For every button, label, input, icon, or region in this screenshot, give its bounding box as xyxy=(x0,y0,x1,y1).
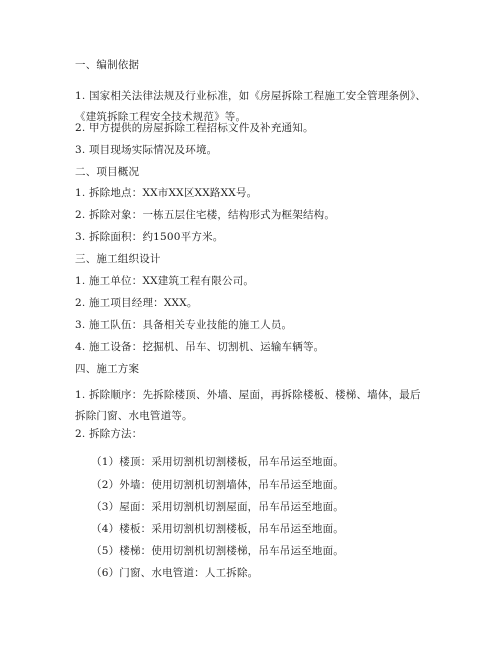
section-heading-basis: 一、编制依据 xyxy=(75,59,140,71)
plan-subitem-2: （2）外墙：使用切割机切割墙体，吊车吊运至地面。 xyxy=(91,479,344,491)
section-heading-organization: 三、施工组织设计 xyxy=(75,253,161,265)
plan-subitem-5: （5）楼梯：使用切割机切割楼梯，吊车吊运至地面。 xyxy=(91,545,344,557)
overview-item-1: 1. 拆除地点：XX市XX区XX路XX号。 xyxy=(75,187,258,199)
basis-item-2: 2. 甲方提供的房屋拆除工程招标文件及补充通知。 xyxy=(75,122,314,134)
overview-item-3: 3. 拆除面积：约1500平方米。 xyxy=(75,231,224,243)
section-heading-plan: 四、施工方案 xyxy=(75,363,140,375)
basis-item-1: 1. 国家相关法律法规及行业标准，如《房屋拆除工程施工安全管理条例》、《建筑拆除工程安全技术规范》等。 xyxy=(75,90,427,123)
plan-subitem-6: （6）门窗、水电管道：人工拆除。 xyxy=(91,567,259,579)
overview-item-2: 2. 拆除对象：一栋五层住宅楼，结构形式为框架结构。 xyxy=(75,209,336,221)
organization-item-3: 3. 施工队伍：具备相关专业技能的施工人员。 xyxy=(75,319,293,331)
plan-item-2: 2. 拆除方法： xyxy=(75,428,143,440)
plan-subitem-1: （1）楼顶：采用切割机切割楼板，吊车吊运至地面。 xyxy=(91,456,344,468)
section-heading-overview: 二、项目概况 xyxy=(75,166,140,178)
plan-subitem-4: （4）楼板：采用切割机切割楼板，吊车吊运至地面。 xyxy=(91,523,344,535)
organization-item-4: 4. 施工设备：挖掘机、吊车、切割机、运输车辆等。 xyxy=(75,341,325,353)
basis-item-3: 3. 项目现场实际情况及环境。 xyxy=(75,144,218,156)
organization-item-1: 1. 施工单位：XX建筑工程有限公司。 xyxy=(75,275,255,287)
organization-item-2: 2. 施工项目经理：XXX。 xyxy=(75,297,198,309)
plan-subitem-3: （3）屋面：采用切割机切割屋面，吊车吊运至地面。 xyxy=(91,501,344,513)
plan-item-1: 1. 拆除顺序：先拆除楼顶、外墙、屋面，再拆除楼板、楼梯、墙体，最后拆除门窗、水电管道等。 xyxy=(75,389,421,422)
